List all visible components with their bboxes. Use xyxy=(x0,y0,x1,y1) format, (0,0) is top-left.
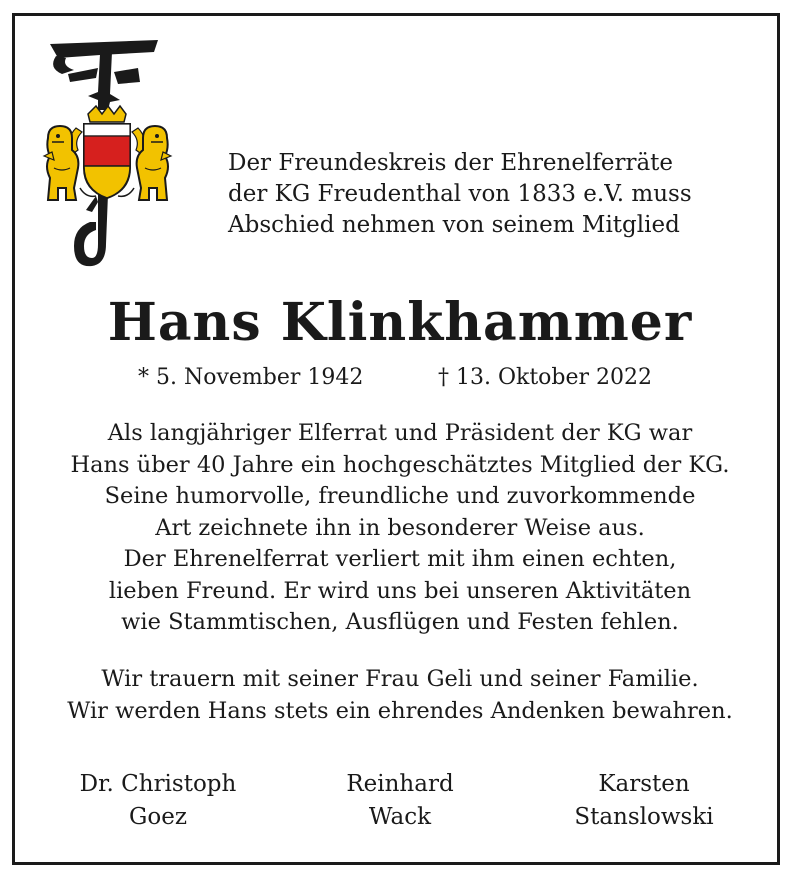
intro-line: Abschied nehmen von seinem Mitglied xyxy=(228,212,680,238)
tribute-line: Der Ehrenelferrat verliert mit ihm einen echten, xyxy=(123,546,677,572)
signature-last-name: Stanslowski xyxy=(574,804,714,830)
intro-line: der KG Freudenthal von 1833 e.V. muss xyxy=(228,181,692,207)
tribute-line: Art zeichnete ihn in besonderer Weise aus. xyxy=(155,514,645,541)
signature-first-name: Reinhard xyxy=(346,771,454,797)
signature-reinhard-wack xyxy=(280,768,520,834)
tribute-text xyxy=(0,418,800,639)
intro-text xyxy=(228,148,748,241)
death-date: † 13. Oktober 2022 xyxy=(438,365,653,390)
deceased-name: Hans Klinkhammer xyxy=(107,292,693,353)
signature-first-name: Dr. Christoph xyxy=(79,771,237,797)
closing-text xyxy=(0,664,800,727)
closing-line: Wir werden Hans stets ein ehrendes Andenken bewahren. xyxy=(67,697,733,724)
signature-last-name: Wack xyxy=(368,804,432,830)
coat-of-arms-icon xyxy=(40,38,175,278)
tribute-line: wie Stammtischen, Ausflügen und Festen fehlen. xyxy=(121,609,679,635)
tribute-line: lieben Freund. Er wird uns bei unseren Aktivitäten xyxy=(108,577,692,604)
tribute-line: Seine humorvolle, freundliche und zuvorkommende xyxy=(104,483,696,509)
signature-first-name: Karsten xyxy=(598,771,690,797)
signature-last-name: Goez xyxy=(129,804,187,830)
tribute-line: Als langjähriger Elferrat und Präsident der KG war xyxy=(107,420,693,446)
signature-karsten-stanslowski xyxy=(524,768,764,834)
intro-line: Der Freundeskreis der Ehrenelferräte xyxy=(228,150,674,176)
birth-date: * 5. November 1942 xyxy=(138,365,364,390)
signature-christoph-goez xyxy=(38,768,278,834)
tribute-line: Hans über 40 Jahre ein hochgeschätztes Mitglied der KG. xyxy=(70,451,730,478)
closing-line: Wir trauern mit seiner Frau Geli und seiner Familie. xyxy=(101,666,699,692)
